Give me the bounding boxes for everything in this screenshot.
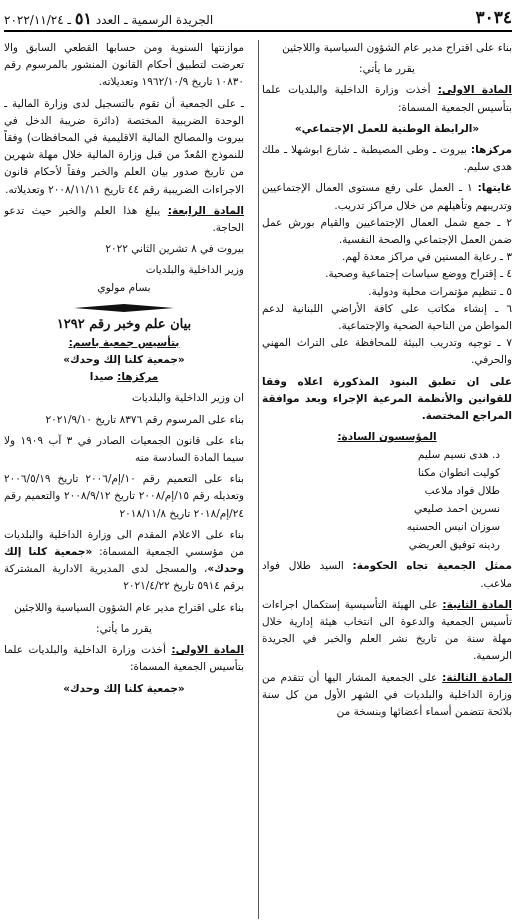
- founder-name: سوزان انيس الحسنيه: [406, 521, 500, 534]
- left-column: [4, 40, 244, 919]
- association-name-inline: «جمعية كلنا إلك وحدك»: [4, 546, 244, 576]
- rep-label: ممثل الجمعية تجاه الحكومة:: [352, 560, 512, 573]
- decides-line: يقرر ما يأتي:: [359, 63, 415, 76]
- preamble-item: [4, 527, 244, 596]
- condition-clause: على ان تطبق البنود المذكورة اعلاه وفقا للقوانين والأنظمة المرعية الإجراء وبعد موافقة المراجع المختصة.: [262, 375, 512, 423]
- goal-item: [262, 180, 512, 214]
- minister-name: بسام مولوي: [97, 281, 151, 294]
- founders-label: المؤسسون السادة:: [337, 431, 437, 444]
- article-3: [262, 670, 512, 722]
- preamble-item: بناء على قانون الجمعيات الصادر في ٣ آب ١٩٠٩ ولا سيما المادة السادسة منه: [4, 434, 244, 465]
- goal-item: ٤ ـ إقتراح ووضع سياسات إجتماعية وصحية.: [325, 268, 512, 281]
- page-header: [4, 6, 512, 32]
- article-label: المادة الثالثة:: [442, 671, 512, 684]
- rep-text: السيد طلال فواد ملاعب.: [262, 560, 512, 590]
- founder-name: كوليت انطوان مكنا: [417, 467, 500, 480]
- goal-item: ٧ ـ توجيه وتدريب البيئة للمحافظة على التراث المهني والحرفي.: [262, 337, 512, 367]
- preamble-text: ، والمسجل لدى المديرية الادارية المشتركة برقم ٥٩١٤ تاريخ ٢٠٢١/٤/٢٢: [4, 563, 244, 593]
- divider-ornament: [74, 303, 174, 313]
- preamble-item: بناء على التعميم رقم ١٠/إم/٢٠٠٦ تاريخ ٢٠٠٦/٥/١٩ وتعديله رقم ١٥/إم/٢٠٠٨ تاريخ ٢٠٠٨/٩/١٢ والتعميم رقم ٢٤/إم/٢٠١٨ تاريخ ٢٠١٨/١١/٨: [4, 473, 244, 520]
- goal-item: ٦ ـ إنشاء مكاتب على كافة الأراضي اللبنانية لدعم المواطن من الناحية الصحية والإجتماعية.: [262, 302, 512, 333]
- page-number: ٣٠٣٤: [475, 8, 512, 28]
- founder-name: طلال فواد ملاعب: [424, 485, 500, 498]
- article-text: على الهيئة التأسيسية إستكمال اجراءات تأسيس الجمعية والدعوة الى انتخاب هيئة إدارية خلال مهلة سنة من تاريخ نشر العلم والخبر في الجريدة الرسمية.: [262, 598, 512, 663]
- paragraph: بناء على اقتراح مدير عام الشؤون السياسية واللاجئين: [282, 42, 512, 54]
- issue-number: ٥١: [74, 9, 93, 28]
- place-date: بيروت في ٨ تشرين الثاني ٢٠٢٢: [105, 243, 244, 256]
- paragraph: موازنتها السنوية ومن حسابها القطعي السابق والا تعرضت لتطبيق أحكام القانون المنشور بالمرسوم رقم ١٠٨٣٠ تاريخ ١٩٦٢/١٠/٩ وتعديلاته.: [4, 42, 244, 89]
- header-publication: [4, 9, 213, 28]
- section-divider: [4, 303, 244, 313]
- notice-subtitle: بتأسيس جمعية باسم:: [68, 336, 180, 349]
- publication-name: الجريدة الرسمية ـ العدد: [95, 13, 214, 27]
- article-text: يبلغ هذا العلم والخبر حيث تدعو الحاجة.: [4, 204, 244, 235]
- association-name: «جمعية كلنا إلك وحدك»: [63, 354, 185, 367]
- preamble-text: بناء على الاعلام المقدم الى وزارة الداخلية والبلديات من مؤسسي الجمعية المسماة:: [4, 528, 244, 559]
- date-separator: ـ: [67, 13, 71, 27]
- preamble-item: بناء على المرسوم رقم ٨٣٧٦ تاريخ ٢٠٢١/٩/١٠: [45, 413, 244, 426]
- association-name: «الرابطة الوطنية للعمل الإجتماعي»: [294, 122, 480, 135]
- headquarters: [262, 142, 512, 176]
- founder-name: د. هدى نسيم سليم: [417, 449, 500, 462]
- headquarters: [4, 369, 244, 386]
- article-text: أخذت وزارة الداخلية والبلديات علما بتأسيس الجمعية المسماة:: [4, 644, 244, 674]
- hq-text: بيروت ـ وطى المصيطبة ـ شارع ابوشهلا ـ ملك هدى سليم.: [262, 144, 512, 174]
- hq-text: صيدا: [89, 371, 114, 384]
- article-text: على الجمعية المشار اليها أن تتقدم من وزارة الداخلية والبلديات في الشهر الأول من كل سنة بلائحة تتضمن أسماء أعضائها وبنسخة من: [262, 671, 512, 719]
- column-divider: [258, 40, 259, 919]
- goal-item: ٣ ـ رعاية المسنين في مراكز معدة لهم.: [341, 251, 512, 264]
- article-label: المادة الاولى:: [171, 644, 244, 657]
- article-label: المادة الاولى:: [437, 84, 512, 97]
- right-column: [262, 40, 512, 919]
- founder-name: نسرين احمد صليعي: [413, 503, 500, 516]
- article-text: أخذت وزارة الداخلية والبلديات علما بتأسيس الجمعية المسماة:: [262, 84, 512, 114]
- issuer-line: ان وزير الداخلية والبلديات: [131, 392, 244, 405]
- founder-name: ردينه توفيق العريضي: [408, 539, 500, 552]
- government-representative: [262, 558, 512, 592]
- article-1: [262, 82, 512, 116]
- goal-item: ٢ ـ جمع شمل العمال الإجتماعيين والقيام بورش عمل ضمن العمل الإجتماعي والصحة النفسية.: [262, 216, 512, 247]
- notice-title: بيان علم وخبر رقم ١٢٩٢: [56, 316, 192, 332]
- goal-item: ٥ ـ تنظيم مؤتمرات محلية ودولية.: [368, 285, 512, 298]
- association-name: «جمعية كلنا إلك وحدك»: [63, 682, 185, 695]
- article-4: [4, 203, 244, 237]
- goal-text: ١ ـ العمل على رفع مستوى العمال الإجتماعيين وتدريبهم وتأهيلهم من خلال مراكز تدريب.: [262, 182, 512, 212]
- minister-title: وزير الداخلية والبلديات: [145, 264, 244, 277]
- article-2: [262, 597, 512, 666]
- article-label: المادة الرابعة:: [167, 204, 244, 217]
- paragraph: ـ على الجمعية أن تقوم بالتسجيل لدى وزارة المالية ـ الوحدة الضريبية المختصة (دائرة ضريبة الدخل في بيروت والمصالح المالية الاقليمية في المحافظات) وفقاً للنموذج المُعدّ من قبل وزارة المالية خلال مهلة شهرين من تاريخ صدور بيان العلم والخبر وفقاً لأحكام قانون الاجراءات الضريبية رقم ٤٤ تاريخ ٢٠٠٨/١١/١١ وتعديلاته.: [4, 97, 244, 196]
- issue-date: ٢٠٢٢/١١/٢٤: [4, 13, 64, 27]
- article-1: [4, 642, 244, 676]
- hq-label: مركزها:: [470, 144, 512, 157]
- decides-line: يقرر ما يأتي:: [96, 622, 152, 635]
- hq-label: مركزها:: [117, 371, 159, 384]
- article-label: المادة الثانية:: [442, 598, 512, 611]
- goals-label: غايتها:: [477, 182, 512, 195]
- preamble-item: بناء على اقتراح مدير عام الشؤون السياسية واللاجئين: [14, 601, 244, 614]
